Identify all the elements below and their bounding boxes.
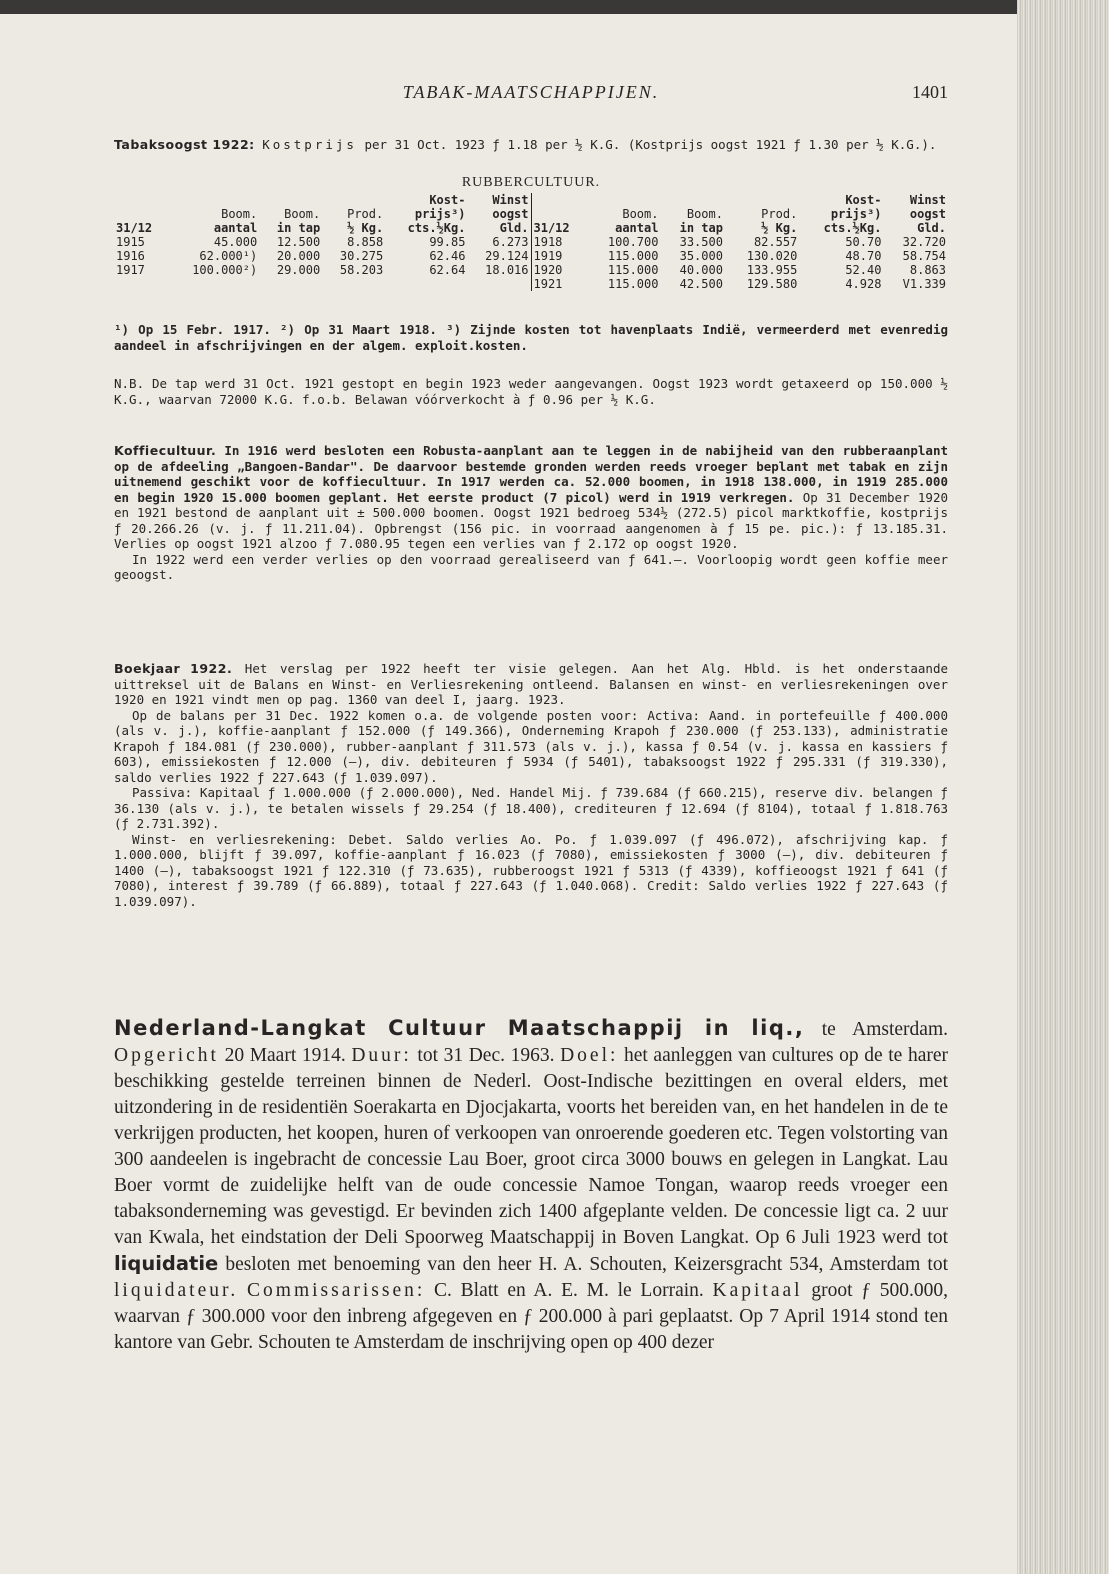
running-title: TABAK-MAATSCHAPPIJEN. <box>402 82 660 102</box>
table-row: 1921 115.000 42.500 129.580 4.928 V1.339 <box>533 277 946 291</box>
rubber-table-title: RUBBERCULTUUR. <box>461 175 601 190</box>
table-row: 1915 45.000 12.500 8.858 99.85 6.273 <box>116 235 529 249</box>
company-title: Nederland-Langkat Cultuur Maatschappij in liq., <box>114 1016 805 1040</box>
table-row: 1918 100.700 33.500 82.557 50.70 32.720 <box>533 235 946 249</box>
table-row: 1917 100.000²) 29.000 58.203 62.64 18.016 <box>116 263 529 277</box>
tabaksoogst-paragraph <box>114 137 948 153</box>
koffie-paragraph: Koffiecultuur. In 1916 werd besloten een Robusta-aanplant aan te leggen in de nabijheid van den rubberaanplant op de afdeeling „Bangoen-Bandar". De daarvoor bestemde gronden werden reeds vroeger beplant met tabak en zijn uitnemend geschikt voor de koffiecultuur. In 1917 werden ca. 52.000 boomen, in 1918 138.000, in 1919 285.000 en begin 1920 15.000 boomen geplant. Het eerste product (7 picol) werd in 1919 verkregen. Op 31 December 1920 en 1921 bestond de aanplant uit ± 500.000 boomen. Oogst 1921 bedroeg 534½ (272.5) picol marktkoffie, kostprijs ƒ 20.266.26 (v. j. ƒ 11.211.04). Opbrengst (156 pic. in voorraad aangenomen à ƒ 15 pe. pic.): ƒ 13.185.31. Verlies op oogst 1921 alzoo ƒ 7.080.95 tegen een verlies van ƒ 2.172 op oogst 1920. In 1922 werd een verder verlies op den voorraad gerealiseerd van ƒ 641.—. Voorloopig wordt geen koffie meer geoogst. <box>114 443 948 582</box>
nederland-langkat-section: Nederland-Langkat Cultuur Maatschappij in liq., te Amsterdam. Opgericht 20 Maart 1914. Duur: tot 31 Dec. 1963. Doel: het aanleggen van cultures op de te harer beschikking gestelde terreinen binnen de Nederl. Oost-Indische bezittingen en overal elders, met uitzondering in de residentiën Soerakarta en Djocjakarta, voorts het bereiden van, en het handelen in de te verkrijgen producten, het koopen, huren of verkoopen van onroerende goederen etc. Tegen volstorting van 300 aandeelen is ingebracht de concessie Lau Boer, groot circa 3000 bouws en gelegen in Langkat. Lau Boer vormt de zuidelijke helft van de oude concessie Namoe Tongan, waarop reeds vroeger een tabaksonderneming was gevestigd. Er bevinden zich 1400 afgeplante velden. De concessie ligt ca. 2 uur van Kwala, het eindstation der Deli Spoorweg Maatschappij in Boven Langkat. Op 6 Juli 1923 werd tot liquidatie besloten met benoeming van den heer H. A. Schouten, Keizersgracht 534, Amsterdam tot liquidateur. Commissarissen: C. Blatt en A. E. M. le Lorrain. Kapitaal groot ƒ 500.000, waarvan ƒ 300.000 voor den inbreng afgegeven en ƒ 200.000 à pari geplaatst. Op 7 April 1914 stond ten kantore van Gebr. Schouten te Amsterdam de inschrijving open op 400 dezer <box>114 1016 948 1353</box>
tabaksoogst-text: per 31 Oct. 1923 ƒ 1.18 per ½ K.G. (Kostprijs oogst 1921 ƒ 1.30 per ½ K.G.). <box>356 137 937 152</box>
koffie-heading: Koffiecultuur. <box>114 443 217 458</box>
page-number: 1401 <box>912 82 948 102</box>
table-row: 1916 62.000¹) 20.000 30.275 62.46 29.124 <box>116 249 529 263</box>
rubber-table <box>114 175 948 291</box>
page-header <box>114 82 948 106</box>
boekjaar-heading: Boekjaar 1922. <box>114 661 233 676</box>
table-row: 1919 115.000 35.000 130.020 48.70 58.754 <box>533 249 946 263</box>
rubber-table-right: Kost- Winst Boom. Boom. Prod. prijs³) oogst 31/12 aantal in tap ½ Kg. cts.½Kg. Gld. 1918 100.700 33.500 82.557 50.70 32.720 1919 115.000 35.000 130.020 48.70 58.754 1920 115.000 40.000 133.955 52.40 8.863 1921 115.000 42.500 129.580 4.928 V1.339 <box>533 193 946 291</box>
balans-passiva: Passiva: Kapitaal ƒ 1.000.000 (ƒ 2.000.000), Ned. Handel Mij. ƒ 739.684 (ƒ 660.215), reserve div. belangen ƒ 36.130 (als v. j.), te betalen wissels ƒ 29.254 (ƒ 18.400), crediteuren ƒ 12.694 (ƒ 8104), totaal ƒ 1.818.763 (ƒ 2.731.392). <box>114 785 948 831</box>
liquidatie-emphasis: liquidatie <box>114 1252 219 1275</box>
kostprijs-label: Kostprijs <box>262 137 357 152</box>
tabaksoogst-heading: Tabaksoogst 1922: <box>114 137 255 152</box>
winst-verlies: Winst- en verliesrekening: Debet. Saldo verlies Ao. Po. ƒ 1.039.097 (ƒ 496.072), afschrijving kap. ƒ 1.000.000, blijft ƒ 39.097, koffie-aanplant ƒ 16.023 (ƒ 7080), emissiekosten ƒ 3000 (—), div. debiteuren ƒ 1400 (—), tabaksoogst 1921 ƒ 122.310 (ƒ 73.635), rubberoogst 1921 ƒ 5313 (ƒ 4339), koffieoogst 1921 ƒ 641 (ƒ 7080), interest ƒ 39.789 (ƒ 66.889), totaal ƒ 227.643 (ƒ 1.040.068). Credit: Saldo verlies 1922 ƒ 227.643 (ƒ 1.039.097). <box>114 831 948 909</box>
page-top-edge <box>0 0 1109 14</box>
nb-note: N.B. De tap werd 31 Oct. 1921 gestopt en begin 1923 weder aangevangen. Oogst 1923 wordt getaxeerd op 150.000 ½ K.G., waarvan 72000 K.G. f.o.b. Belawan vóórverkocht à ƒ 0.96 per ½ K.G. <box>114 376 948 407</box>
boekjaar-section: Boekjaar 1922. Het verslag per 1922 heeft ter visie gelegen. Aan het Alg. Hbld. is het onderstaande uittreksel uit de Balans en Winst- en Verliesrekening ontleend. Balansen en winst- en verliesrekeningen over 1920 en 1921 vindt men op pag. 1360 van deel I, jaarg. 1923. Op de balans per 31 Dec. 1922 komen o.a. de volgende posten voor: Activa: Aand. in portefeuille ƒ 400.000 (als v. j.), koffie-aanplant ƒ 152.000 (ƒ 149.366), Onderneming Krapoh ƒ 230.000 (ƒ 253.133), administratie Krapoh ƒ 184.081 (ƒ 230.000), rubber-aanplant ƒ 311.573 (als v. j.), kassa ƒ 0.54 (v. j. kassa en kassiers ƒ 603), emissiekosten ƒ 12.000 (—), div. debiteuren ƒ 5934 (ƒ 5401), tabaksoogst 1922 ƒ 295.331 (ƒ 319.330), saldo verlies 1922 ƒ 227.643 (ƒ 1.039.097). Passiva: Kapitaal ƒ 1.000.000 (ƒ 2.000.000), Ned. Handel Mij. ƒ 739.684 (ƒ 660.215), reserve div. belangen ƒ 36.130 (als v. j.), te betalen wissels ƒ 29.254 (ƒ 18.400), crediteuren ƒ 12.694 (ƒ 8104), totaal ƒ 1.818.763 (ƒ 2.731.392). Winst- en verliesrekening: Debet. Saldo verlies Ao. Po. ƒ 1.039.097 (ƒ 496.072), afschrijving kap. ƒ 1.000.000, blijft ƒ 39.097, koffie-aanplant ƒ 16.023 (ƒ 7080), emissiekosten ƒ 3000 (—), div. debiteuren ƒ 1400 (—), tabaksoogst 1921 ƒ 122.310 (ƒ 73.635), rubberoogst 1921 ƒ 5313 (ƒ 4339), koffieoogst 1921 ƒ 641 (ƒ 7080), interest ƒ 39.789 (ƒ 66.889), totaal ƒ 227.643 (ƒ 1.040.068). Credit: Saldo verlies 1922 ƒ 227.643 (ƒ 1.039.097). <box>114 661 948 909</box>
rubber-table-left: Kost- Winst Boom. Boom. Prod. prijs³) oogst 31/12 aantal in tap ½ Kg. cts.½Kg. Gld. 1915 45.000 12.500 8.858 99.85 6.273 1916 62.000¹) 20.000 30.275 62.46 29.124 1917 100.000²) 29.000 58.203 62.64 18.016 <box>116 193 529 277</box>
book-spine-edge <box>1017 0 1109 1574</box>
table-row: 1920 115.000 40.000 133.955 52.40 8.863 <box>533 263 946 277</box>
balans-activa: Op de balans per 31 Dec. 1922 komen o.a. de volgende posten voor: Activa: Aand. in portefeuille ƒ 400.000 (als v. j.), koffie-aanplant ƒ 152.000 (ƒ 149.366), Onderneming Krapoh ƒ 230.000 (ƒ 253.133), administratie Krapoh ƒ 184.081 (ƒ 230.000), rubber-aanplant ƒ 311.573 (als v. j.), kassa ƒ 0.54 (v. j. kassa en kassiers ƒ 603), emissiekosten ƒ 12.000 (—), div. debiteuren ƒ 5934 (ƒ 5401), tabaksoogst 1922 ƒ 295.331 (ƒ 319.330), saldo verlies 1922 ƒ 227.643 (ƒ 1.039.097). <box>114 707 948 785</box>
koffie-paragraph-2: In 1922 werd een verder verlies op den voorraad gerealiseerd van ƒ 641.—. Voorloopig wordt geen koffie meer geoogst. <box>114 551 948 582</box>
rubber-footnotes: ¹) Op 15 Febr. 1917. ²) Op 31 Maart 1918. ³) Zijnde kosten tot havenplaats Indië, vermeerderd met evenredig aandeel in afschrijvingen en der algem. exploit.kosten. <box>114 322 948 353</box>
